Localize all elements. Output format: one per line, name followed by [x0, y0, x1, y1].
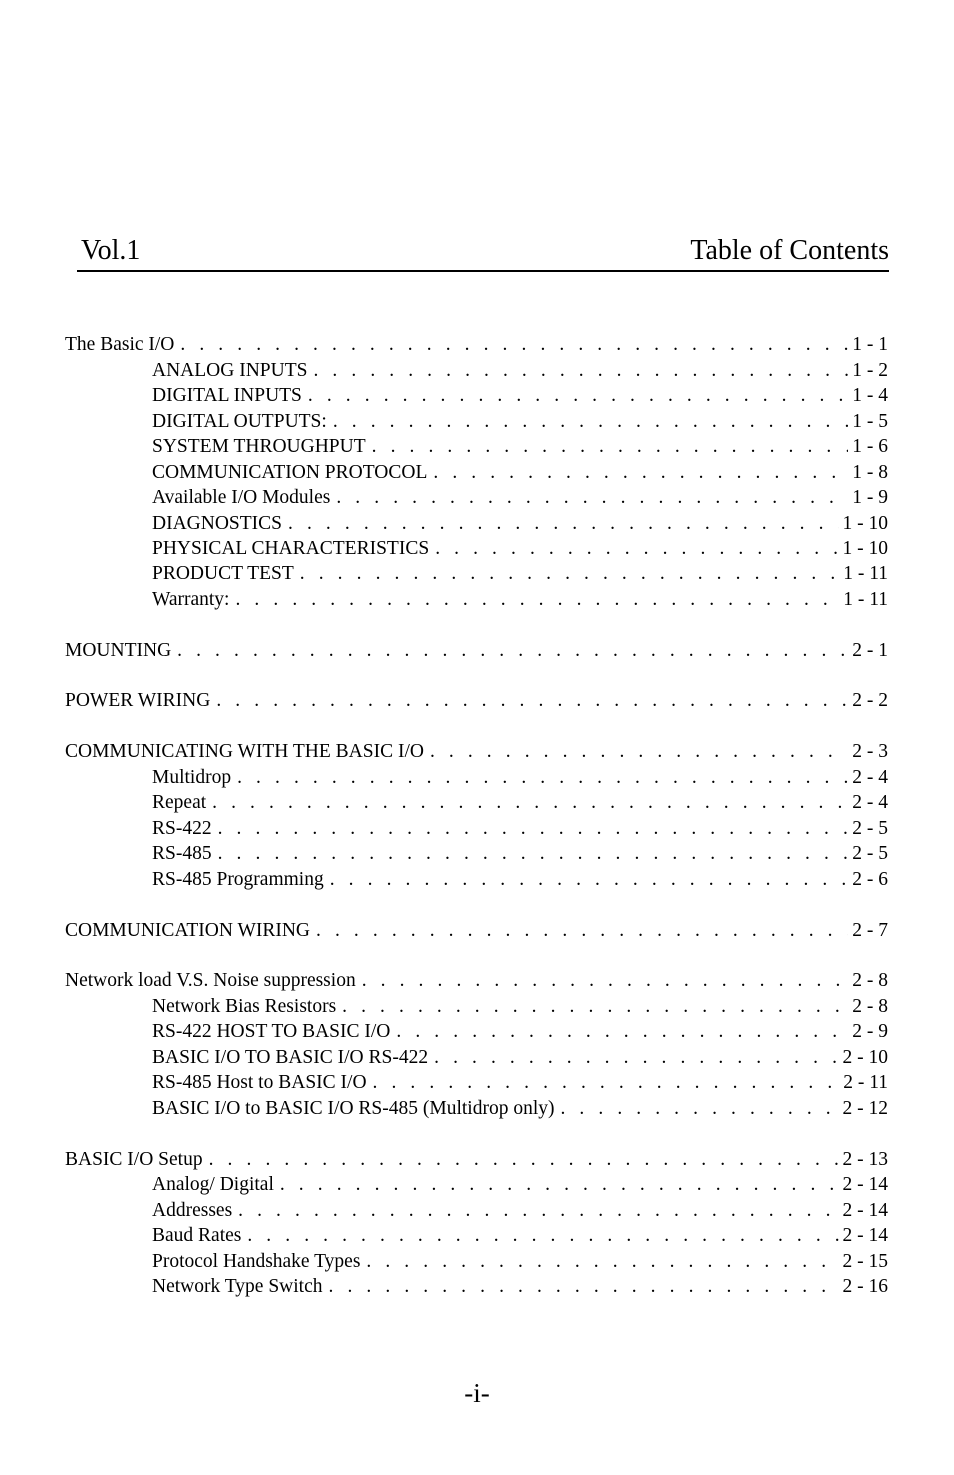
toc-entry-page: 2 - 14 [842, 1225, 888, 1246]
toc-leader-dots [435, 536, 838, 562]
toc-subsection [152, 1172, 888, 1198]
toc-subsection [152, 994, 888, 1020]
toc-entry-page: 2 - 6 [852, 869, 888, 890]
toc-subsection [152, 434, 888, 460]
toc-leader-dots [212, 790, 848, 816]
toc-leader-dots [333, 409, 848, 435]
toc-leader-dots [342, 994, 848, 1020]
toc-leader-dots [372, 434, 849, 460]
toc-entry-page: 1 - 4 [852, 385, 888, 406]
toc-leader-dots [218, 816, 849, 842]
header-title: Table of Contents [690, 235, 889, 266]
toc-subsection [152, 1096, 888, 1122]
toc-entry-page: 2 - 8 [852, 970, 888, 991]
toc-entry-title: BASIC I/O TO BASIC I/O RS-422 [152, 1047, 429, 1068]
toc-leader-dots [434, 1045, 838, 1071]
toc-entry-title: Network load V.S. Noise suppression [65, 970, 356, 991]
toc-entry-title: ANALOG INPUTS [152, 360, 308, 381]
toc-section [65, 739, 888, 765]
toc-entry-title: RS-422 [152, 818, 212, 839]
toc-leader-dots [430, 739, 848, 765]
toc-entry-title: Addresses [152, 1200, 233, 1221]
toc-entry-title: Baud Rates [152, 1225, 242, 1246]
toc-entry-title: PRODUCT TEST [152, 563, 294, 584]
toc-entry-page: 1 - 6 [852, 436, 888, 457]
toc-leader-dots [362, 968, 849, 994]
toc-subsection [152, 1045, 888, 1071]
toc-entry-page: 1 - 9 [852, 487, 888, 508]
toc-section [65, 918, 888, 944]
toc-subsection [152, 1198, 888, 1224]
toc-leader-dots [313, 358, 848, 384]
volume-label: Vol.1 [81, 235, 141, 266]
toc-subsection [152, 536, 888, 562]
toc-leader-dots [177, 638, 848, 664]
toc-subsection [152, 1223, 888, 1249]
toc-leader-dots [366, 1249, 838, 1275]
toc-entry-page: 2 - 12 [842, 1098, 888, 1119]
toc-section [65, 688, 888, 714]
toc-subsection [152, 409, 888, 435]
toc-subsection [152, 867, 888, 893]
toc-entry-title: RS-485 Host to BASIC I/O [152, 1072, 367, 1093]
toc-subsection [152, 790, 888, 816]
toc-entry-page: 1 - 2 [852, 360, 888, 381]
toc-entry-title: Protocol Handshake Types [152, 1251, 361, 1272]
toc-entry-page: 2 - 9 [852, 1021, 888, 1042]
toc-section [65, 968, 888, 994]
toc-subsection [152, 1070, 888, 1096]
toc-leader-dots [396, 1019, 848, 1045]
toc-leader-dots [308, 383, 848, 409]
toc-subsection [152, 561, 888, 587]
toc-subsection [152, 587, 888, 613]
toc-entry-title: BASIC I/O Setup [65, 1149, 203, 1170]
toc-leader-dots [336, 485, 848, 511]
toc-subsection [152, 511, 888, 537]
toc-entry-title: DIGITAL OUTPUTS: [152, 411, 327, 432]
toc-entry-title: RS-485 Programming [152, 869, 324, 890]
toc-subsection [152, 816, 888, 842]
toc-leader-dots [433, 460, 848, 486]
toc-entry-page: 2 - 16 [842, 1276, 888, 1297]
toc-leader-dots [209, 1147, 839, 1173]
toc-leader-dots [560, 1096, 838, 1122]
toc-leader-dots [316, 918, 848, 944]
toc-subsection [152, 358, 888, 384]
toc-entry-page: 2 - 14 [842, 1200, 888, 1221]
toc-leader-dots [237, 765, 848, 791]
toc-entry-title: DIGITAL INPUTS [152, 385, 302, 406]
toc-leader-dots [216, 688, 848, 714]
toc-entry-title: PHYSICAL CHARACTERISTICS [152, 538, 430, 559]
toc-entry-page: 2 - 5 [852, 843, 888, 864]
toc-entry-title: POWER WIRING [65, 690, 211, 711]
toc-entry-page: 2 - 15 [842, 1251, 888, 1272]
toc-entry-title: Available I/O Modules [152, 487, 331, 508]
toc-entry-page: 2 - 2 [852, 690, 888, 711]
toc-subsection [152, 460, 888, 486]
toc-entry-page: 1 - 1 [852, 334, 888, 355]
toc-entry-page: 2 - 11 [843, 1072, 888, 1093]
toc-leader-dots [238, 1198, 838, 1224]
toc-entry-page: 2 - 3 [852, 741, 888, 762]
toc-entry-page: 1 - 11 [843, 563, 888, 584]
toc-entry-page: 2 - 1 [852, 640, 888, 661]
toc-entry-title: DIAGNOSTICS [152, 513, 283, 534]
toc-entry-title: BASIC I/O to BASIC I/O RS-485 (Multidrop only) [152, 1098, 555, 1119]
toc-entry-title: COMMUNICATING WITH THE BASIC I/O [65, 741, 424, 762]
toc-subsection [152, 383, 888, 409]
toc-entry-page: 1 - 8 [852, 462, 888, 483]
toc-entry-title: COMMUNICATION PROTOCOL [152, 462, 428, 483]
toc-entry-title: RS-422 HOST TO BASIC I/O [152, 1021, 391, 1042]
toc-entry-page: 2 - 10 [842, 1047, 888, 1068]
toc-leader-dots [300, 561, 839, 587]
toc-leader-dots [280, 1172, 839, 1198]
toc-entry-page: 2 - 8 [852, 996, 888, 1017]
toc-entry-title: Analog/ Digital [152, 1174, 274, 1195]
toc-leader-dots [235, 587, 839, 613]
toc-entry-title: MOUNTING [65, 640, 172, 661]
toc-leader-dots [218, 841, 849, 867]
toc-entry-page: 2 - 14 [842, 1174, 888, 1195]
toc-leader-dots [247, 1223, 838, 1249]
page-number: -i- [464, 1378, 490, 1408]
toc-entry-page: 1 - 5 [852, 411, 888, 432]
toc-entry-title: Multidrop [152, 767, 232, 788]
toc-subsection [152, 1019, 888, 1045]
toc-section [65, 638, 888, 664]
toc-subsection [152, 485, 888, 511]
toc-subsection [152, 1274, 888, 1300]
toc-section [65, 1147, 888, 1173]
toc-entry-title: The Basic I/O [65, 334, 175, 355]
toc-leader-dots [373, 1070, 840, 1096]
toc-subsection [152, 841, 888, 867]
page-header [77, 234, 889, 272]
toc-section [65, 332, 888, 358]
toc-entry-title: Warranty: [152, 589, 230, 610]
toc-leader-dots [330, 867, 849, 893]
toc-entry-page: 2 - 13 [842, 1149, 888, 1170]
toc-entry-title: SYSTEM THROUGHPUT [152, 436, 366, 457]
toc-entry-title: Network Bias Resistors [152, 996, 337, 1017]
toc-leader-dots [288, 511, 838, 537]
toc-entry-page: 2 - 4 [852, 792, 888, 813]
toc-entry-page: 1 - 10 [842, 538, 888, 559]
toc-entry-page: 1 - 11 [843, 589, 888, 610]
toc-entry-page: 2 - 7 [852, 920, 888, 941]
toc-leader-dots [329, 1274, 839, 1300]
toc-leader-dots [180, 332, 848, 358]
toc-subsection [152, 1249, 888, 1275]
toc-subsection [152, 765, 888, 791]
toc-entry-page: 2 - 5 [852, 818, 888, 839]
toc-entry-title: RS-485 [152, 843, 212, 864]
toc-entry-page: 1 - 10 [842, 513, 888, 534]
toc-entry-title: COMMUNICATION WIRING [65, 920, 311, 941]
toc-entry-title: Network Type Switch [152, 1276, 323, 1297]
toc-entry-page: 2 - 4 [852, 767, 888, 788]
toc-entry-title: Repeat [152, 792, 207, 813]
